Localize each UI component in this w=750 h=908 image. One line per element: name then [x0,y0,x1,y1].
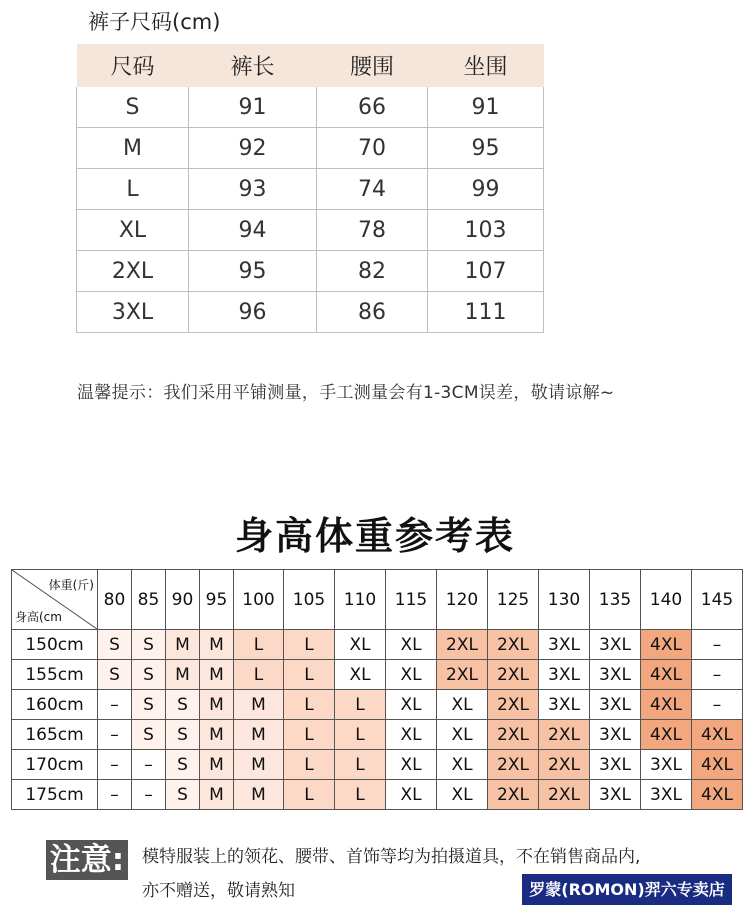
size-cell: M [200,750,234,780]
weight-header-cell: 135 [590,570,641,630]
weight-header-cell: 80 [98,570,132,630]
size-cell: M [166,660,200,690]
pants-cell: 95 [428,128,544,169]
height-label-cell: 165cm [12,720,98,750]
height-weight-table [11,569,743,810]
size-cell: M [234,780,284,810]
size-cell: – [98,720,132,750]
pants-cell: 91 [189,87,317,128]
weight-header-cell: 100 [234,570,284,630]
size-cell: 2XL [539,750,590,780]
size-cell: 3XL [590,750,641,780]
note-text-line1: 模特服装上的领花、腰带、首饰等均为拍摄道具，不在销售商品内, [142,847,641,867]
size-cell: 3XL [539,630,590,660]
pants-row [77,87,544,128]
size-cell: 3XL [590,690,641,720]
pants-row [77,128,544,169]
pants-cell: 95 [189,251,317,292]
size-cell: S [166,690,200,720]
pants-size-table [76,44,544,333]
size-cell: S [166,750,200,780]
pants-cell: XL [77,210,189,251]
weight-header-cell: 90 [166,570,200,630]
pants-cell: M [77,128,189,169]
size-cell: M [166,630,200,660]
height-weight-title: 身高体重参考表 [234,514,515,558]
weight-header-cell: 115 [386,570,437,630]
size-cell: 2XL [488,750,539,780]
header-hip: 坐围 [428,44,544,87]
size-cell: 2XL [488,720,539,750]
weight-header-cell: 125 [488,570,539,630]
size-cell: 4XL [692,720,743,750]
weight-header-cell: 120 [437,570,488,630]
size-cell: 2XL [488,690,539,720]
size-cell: 3XL [590,780,641,810]
size-cell: XL [335,630,386,660]
size-cell: XL [437,720,488,750]
size-cell: L [284,720,335,750]
size-cell: XL [437,780,488,810]
size-cell: L [284,780,335,810]
pants-row [77,292,544,333]
pants-cell: 96 [189,292,317,333]
weight-axis-label: 体重(斤) [48,578,94,592]
height-row [12,690,743,720]
weight-header-cell: 85 [132,570,166,630]
header-waist: 腰围 [317,44,428,87]
size-cell: 4XL [641,720,692,750]
pants-cell: 82 [317,251,428,292]
height-axis-label: 身高(cm [15,610,62,624]
weight-header-cell: 95 [200,570,234,630]
pants-cell: 99 [428,169,544,210]
size-cell: L [284,660,335,690]
height-row [12,660,743,690]
pants-cell: 111 [428,292,544,333]
height-row [12,630,743,660]
size-cell: S [98,630,132,660]
height-label-cell: 160cm [12,690,98,720]
pants-cell: 103 [428,210,544,251]
size-cell: 4XL [641,630,692,660]
size-cell: L [335,720,386,750]
pants-cell: 86 [317,292,428,333]
size-cell: L [234,660,284,690]
pants-cell: 74 [317,169,428,210]
size-cell: XL [386,660,437,690]
pants-cell: 3XL [77,292,189,333]
pants-table-body [77,87,544,333]
size-cell: 3XL [641,750,692,780]
pants-cell: 94 [189,210,317,251]
size-cell: 3XL [590,630,641,660]
size-cell: XL [386,780,437,810]
size-cell: – [692,630,743,660]
size-cell: 3XL [590,660,641,690]
pants-row [77,169,544,210]
size-cell: XL [437,750,488,780]
weight-header-cell: 130 [539,570,590,630]
size-cell: L [335,750,386,780]
size-cell: XL [335,660,386,690]
size-cell: M [200,630,234,660]
size-cell: L [284,750,335,780]
size-cell: L [335,780,386,810]
size-cell: M [200,720,234,750]
size-cell: S [166,720,200,750]
size-cell: S [98,660,132,690]
size-cell: 3XL [539,690,590,720]
pants-cell: 91 [428,87,544,128]
note-text-line2: 亦不赠送，敬请熟知 [142,881,295,901]
corner-cell [12,570,98,630]
size-cell: 3XL [641,780,692,810]
height-label-cell: 170cm [12,750,98,780]
size-cell: 4XL [692,780,743,810]
size-cell: XL [386,630,437,660]
size-cell: S [132,690,166,720]
height-label-cell: 150cm [12,630,98,660]
height-label-cell: 155cm [12,660,98,690]
weight-header-cell: 105 [284,570,335,630]
size-cell: L [284,690,335,720]
size-cell: 2XL [539,720,590,750]
size-cell: 2XL [437,630,488,660]
size-cell: – [98,780,132,810]
size-cell: L [284,630,335,660]
size-cell: – [132,780,166,810]
pants-cell: 93 [189,169,317,210]
size-cell: M [200,660,234,690]
weight-header-cell: 110 [335,570,386,630]
weight-header-cell: 140 [641,570,692,630]
weight-header-cell: 145 [692,570,743,630]
height-label-cell: 175cm [12,780,98,810]
size-cell: S [166,780,200,810]
pants-cell: S [77,87,189,128]
size-cell: L [234,630,284,660]
store-badge: 罗蒙(ROMON)羿六专卖店 [522,874,732,905]
pants-cell: 92 [189,128,317,169]
size-cell: 4XL [641,660,692,690]
size-cell: 2XL [488,780,539,810]
header-size: 尺码 [77,44,189,87]
pants-cell: 107 [428,251,544,292]
size-cell: 2XL [437,660,488,690]
size-cell: L [335,690,386,720]
height-row [12,750,743,780]
size-cell: – [98,690,132,720]
pants-cell: 2XL [77,251,189,292]
size-cell: XL [386,690,437,720]
size-cell: 2XL [488,660,539,690]
pants-cell: 78 [317,210,428,251]
size-cell: S [132,720,166,750]
pants-size-title: 裤子尺码(cm) [88,10,221,34]
size-cell: 2XL [539,780,590,810]
note-label: 注意: [46,840,128,880]
size-cell: 3XL [590,720,641,750]
pants-header-row [77,44,544,87]
height-row [12,780,743,810]
size-cell: S [132,660,166,690]
size-cell: M [200,690,234,720]
size-cell: XL [386,720,437,750]
size-cell: M [234,720,284,750]
size-cell: – [692,690,743,720]
size-cell: – [692,660,743,690]
size-cell: – [98,750,132,780]
size-cell: 4XL [692,750,743,780]
size-cell: – [132,750,166,780]
size-cell: M [234,750,284,780]
pants-row [77,210,544,251]
size-cell: XL [386,750,437,780]
height-row [12,720,743,750]
size-cell: 2XL [488,630,539,660]
size-cell: M [200,780,234,810]
pants-cell: L [77,169,189,210]
size-cell: S [132,630,166,660]
weight-header-row [12,570,743,630]
header-length: 裤长 [189,44,317,87]
measurement-hint: 温馨提示：我们采用平铺测量，手工测量会有1-3CM误差，敬请谅解~ [77,383,615,403]
size-cell: XL [437,690,488,720]
size-cell: 3XL [539,660,590,690]
size-cell: M [234,690,284,720]
size-cell: 4XL [641,690,692,720]
pants-cell: 66 [317,87,428,128]
pants-row [77,251,544,292]
pants-cell: 70 [317,128,428,169]
